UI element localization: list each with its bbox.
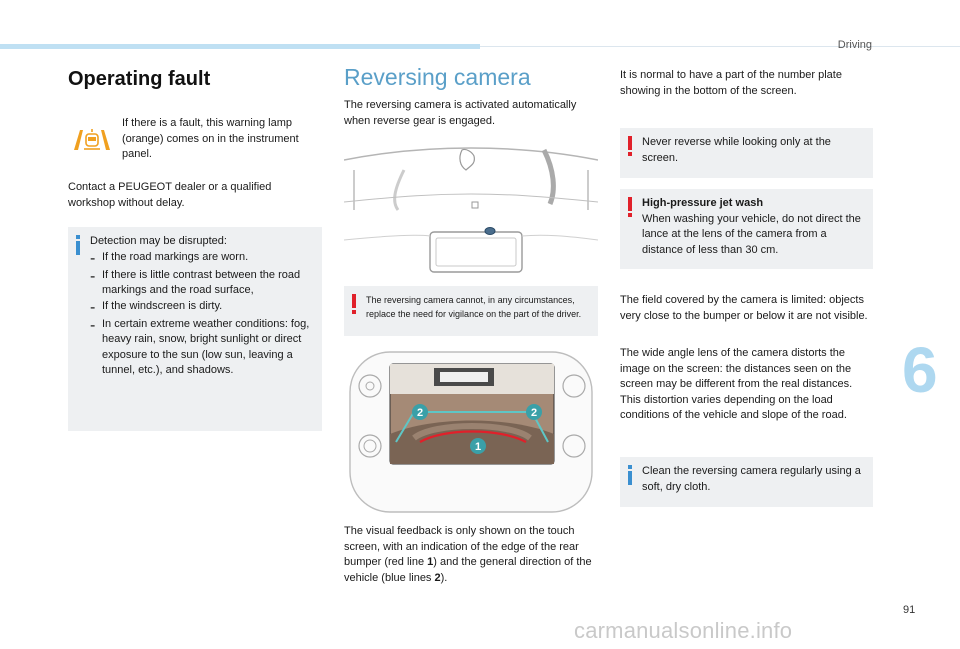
camera-lens-icon: [485, 228, 495, 235]
touch-screen-illustration: [344, 342, 598, 514]
camera-intro-text: The reversing camera is activated automatically when reverse gear is engaged.: [344, 99, 577, 127]
detection-info-box: [68, 227, 322, 431]
screen-only-warning-text: Never reverse while looking only at the screen.: [642, 136, 831, 164]
clean-camera-text: Clean the reversing camera regularly using a soft, dry cloth.: [642, 465, 861, 493]
brand-logo-icon: [460, 149, 474, 170]
list-item: - If the road markings are worn.: [90, 249, 249, 267]
vigilance-warning-text: The reversing camera cannot, in any circumstances, replace the need for vigilance on the part of the driver.: [366, 295, 582, 319]
header-rule: [480, 46, 960, 47]
list-item: - In certain extreme weather conditions: fog, heavy rain, snow, bright sunlight or direct exposure to the sun (low sun, leaving a tunnel, etc.), and shadows.: [90, 316, 310, 376]
list-item: - If the windscreen is dirty.: [90, 298, 223, 316]
wide-angle-text: The wide angle lens of the camera distorts the image on the screen: the distances seen on the screen may be different from the real distances. This distortion varies depending on the load conditions of the vehicle and slope of the road.: [620, 347, 853, 421]
callout-badge: [526, 404, 542, 420]
warning-icon: [352, 294, 356, 314]
list-item: - If there is little contrast between the road markings and the road surface,: [90, 267, 301, 296]
warning-icon: [628, 136, 632, 156]
info-icon: [76, 235, 80, 255]
info-icon: [628, 465, 632, 485]
jet-wash-title: High-pressure jet wash: [642, 197, 764, 209]
visual-feedback-text: The visual feedback is only shown on the touch screen, with an indication of the edge of the rear bumper (red line 1) and the general direction of the vehicle (blue lines 2).: [344, 525, 592, 584]
svg-text:2: 2: [530, 407, 538, 419]
rear-camera-illustration: [344, 140, 598, 280]
field-limited-text: The field covered by the camera is limited: objects very close to the bumper or below it are not visible.: [620, 294, 868, 322]
vigilance-warning-box: [344, 286, 598, 336]
chapter-number: 6: [902, 334, 938, 406]
section-label: Driving: [837, 39, 872, 51]
svg-text:2: 2: [416, 407, 424, 419]
reversing-camera-heading: Reversing camera: [344, 64, 531, 90]
header-accent-bar: [0, 44, 480, 49]
operating-fault-heading: Operating fault: [68, 68, 211, 90]
fault-lamp-text: If there is a fault, this warning lamp (orange) comes on in the instrument panel.: [122, 117, 299, 160]
number-plate-text: It is normal to have a part of the number plate showing in the bottom of the screen.: [620, 69, 842, 97]
lane-departure-warning-lamp-icon: [72, 128, 112, 152]
jet-wash-warning-box: [620, 189, 873, 269]
clean-camera-info-box: [620, 457, 873, 507]
warning-icon: [628, 197, 632, 217]
page-number: 91: [903, 604, 916, 616]
watermark: carmanualsonline.info: [574, 618, 793, 643]
callout-badge: [470, 438, 486, 454]
callout-badge: [412, 404, 428, 420]
screen-only-warning-box: [620, 128, 873, 178]
detection-intro: Detection may be disrupted:: [90, 235, 227, 247]
contact-dealer-text: Contact a PEUGEOT dealer or a qualified workshop without delay.: [68, 181, 272, 209]
svg-text:1: 1: [474, 441, 482, 453]
jet-wash-text: When washing your vehicle, do not direct the lance at the lens of the camera from a distance of less than 30 cm.: [642, 212, 861, 256]
